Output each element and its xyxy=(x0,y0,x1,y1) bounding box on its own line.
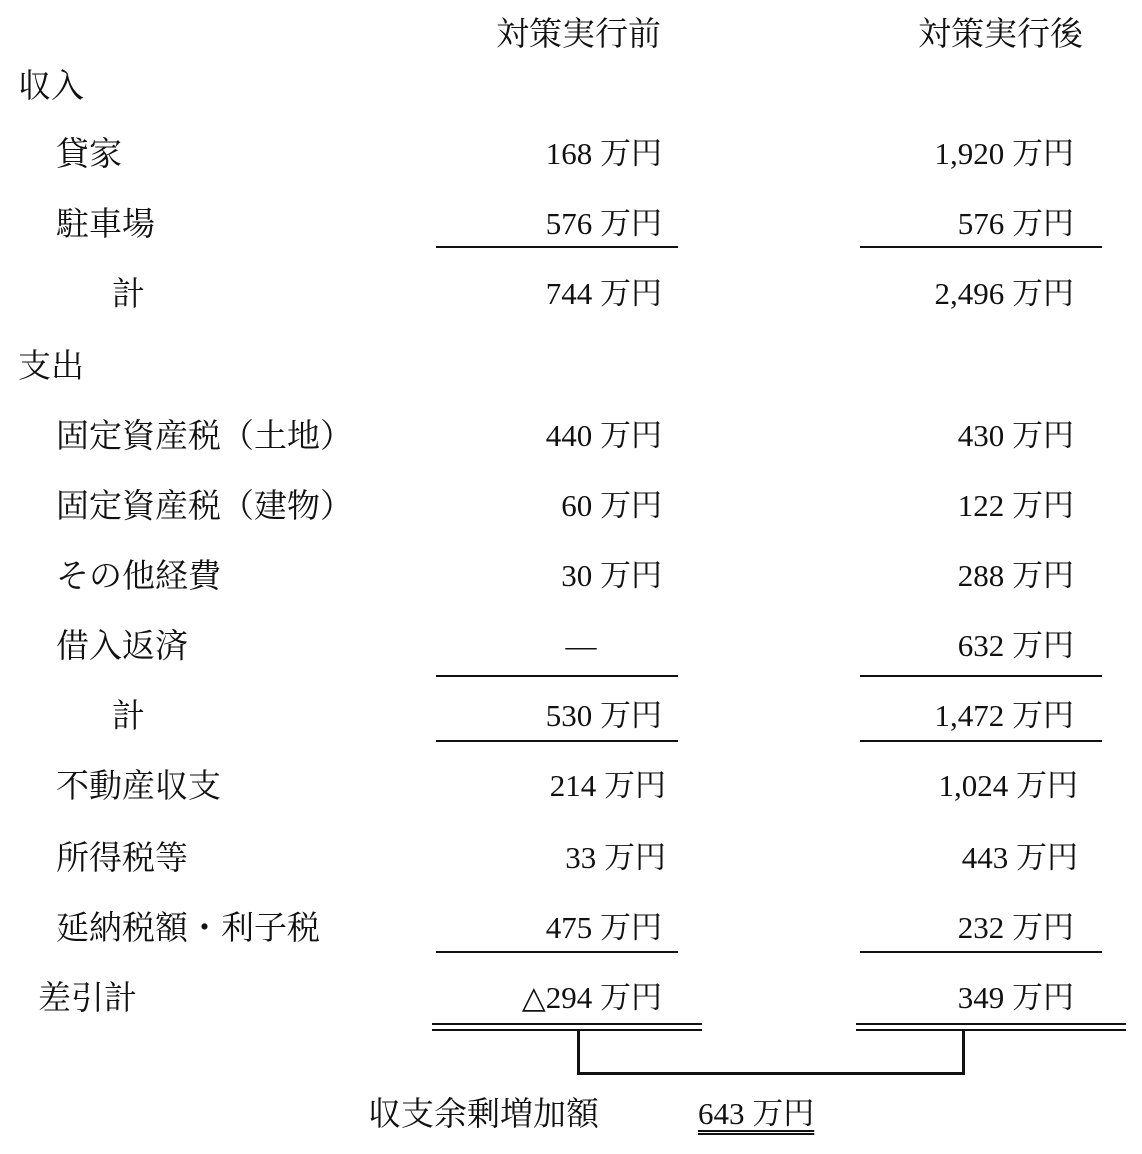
expense-subtotal-rule-after xyxy=(860,675,1102,677)
expense-row-before: 60 万円 xyxy=(561,488,662,523)
expense-row-after: 122 万円 xyxy=(957,488,1074,523)
summary-row-before: 475 万円 xyxy=(545,910,662,945)
net-after: 349 万円 xyxy=(957,980,1074,1015)
expense-total-before: 530 万円 xyxy=(545,698,662,733)
expense-row-before: ― xyxy=(565,628,597,663)
income-row-before: 576 万円 xyxy=(545,206,662,241)
income-total-label: 計 xyxy=(112,274,145,313)
income-subtotal-rule-after xyxy=(860,246,1102,248)
expense-total-rule-after xyxy=(860,740,1102,742)
expense-total-after: 1,472 万円 xyxy=(934,698,1074,733)
income-row-after: 1,920 万円 xyxy=(934,136,1074,171)
summary-row-label: 所得税等 xyxy=(56,838,188,877)
expense-total-label: 計 xyxy=(112,696,145,735)
expense-row-label: 固定資産税（建物） xyxy=(56,486,353,525)
expense-row-after: 632 万円 xyxy=(957,628,1074,663)
income-subtotal-rule-before xyxy=(436,246,678,248)
income-row-before: 168 万円 xyxy=(545,136,662,171)
income-row-label: 貸家 xyxy=(56,134,122,173)
header-after: 対策実行後 xyxy=(918,14,1083,53)
difference-bracket xyxy=(577,1031,965,1075)
expense-row-after: 430 万円 xyxy=(957,418,1074,453)
summary-row-after: 443 万円 xyxy=(961,840,1078,875)
expense-total-rule-before xyxy=(436,740,678,742)
surplus-label: 収支余剰増加額 xyxy=(368,1094,599,1133)
net-double-rule-before xyxy=(432,1023,702,1031)
summary-rule-after xyxy=(860,951,1102,953)
net-label: 差引計 xyxy=(38,978,137,1017)
summary-row-before: 33 万円 xyxy=(565,840,666,875)
header-before: 対策実行前 xyxy=(496,14,661,53)
surplus-value: 643 万円 xyxy=(698,1096,815,1131)
income-section-label: 収入 xyxy=(18,66,84,105)
summary-rule-before xyxy=(436,951,678,953)
summary-row-label: 不動産収支 xyxy=(56,766,221,805)
net-before: △294 万円 xyxy=(521,980,662,1015)
expense-row-before: 30 万円 xyxy=(561,558,662,593)
income-total-after: 2,496 万円 xyxy=(934,276,1074,311)
summary-row-after: 232 万円 xyxy=(957,910,1074,945)
summary-row-before: 214 万円 xyxy=(549,768,666,803)
expense-row-before: 440 万円 xyxy=(545,418,662,453)
expense-row-label: 借入返済 xyxy=(56,626,188,665)
expense-row-after: 288 万円 xyxy=(957,558,1074,593)
income-row-label: 駐車場 xyxy=(56,204,155,243)
expense-subtotal-rule-before xyxy=(436,675,678,677)
net-double-rule-after xyxy=(856,1023,1126,1031)
income-row-after: 576 万円 xyxy=(957,206,1074,241)
income-total-before: 744 万円 xyxy=(545,276,662,311)
expense-row-label: その他経費 xyxy=(56,556,221,595)
summary-row-label: 延納税額・利子税 xyxy=(56,908,320,947)
summary-row-after: 1,024 万円 xyxy=(938,768,1078,803)
expense-section-label: 支出 xyxy=(18,346,84,385)
expense-row-label: 固定資産税（土地） xyxy=(56,416,353,455)
